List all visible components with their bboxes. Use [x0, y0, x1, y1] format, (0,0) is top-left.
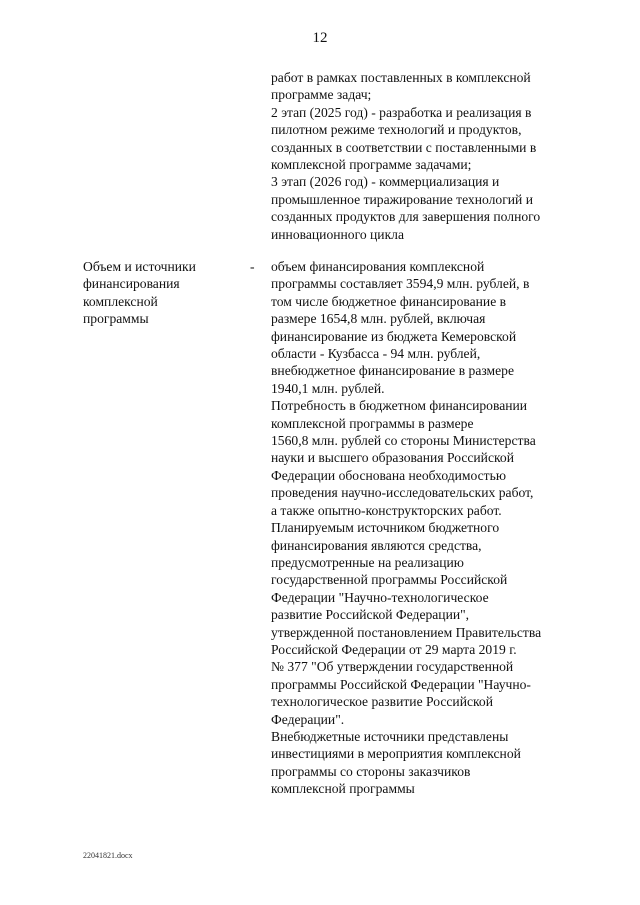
text-line: финансирование из бюджета Кемеровской: [271, 328, 517, 344]
text-line: развитие Российской Федерации",: [271, 607, 470, 623]
text-line: комплексной программе задачами;: [271, 157, 472, 173]
text-line: программы Российской Федерации "Научно-: [271, 676, 531, 692]
text-line: утвержденной постановлением Правительства: [271, 624, 542, 640]
text-line: промышленное тиражирование технологий и: [271, 191, 533, 207]
section-label: [83, 258, 233, 328]
label-line: комплексной: [83, 293, 158, 309]
text-line: программы составляет 3594,9 млн. рублей, в: [271, 276, 530, 292]
text-line: Федерации "Научно-технологическое: [271, 589, 489, 605]
text-line: науки и высшего образования Российской: [271, 450, 514, 466]
text-line: предусмотренные на реализацию: [271, 554, 464, 570]
text-line: области - Кузбасса - 94 млн. рублей,: [271, 346, 481, 362]
text-line: созданных в соответствии с поставленными в: [271, 139, 537, 155]
continuation-text: [271, 69, 591, 243]
text-line: Внебюджетные источники представлены: [271, 728, 509, 744]
text-line: комплексной программы в размере: [271, 415, 474, 431]
text-line: Федерации".: [271, 711, 345, 727]
financing-text: [271, 258, 591, 798]
text-line: Федерации обоснована необходимостью: [271, 467, 506, 483]
text-line: размере 1654,8 млн. рублей, включая: [271, 311, 486, 327]
footer-filename: 22041821.docx: [83, 851, 133, 860]
text-line: комплексной программы: [271, 781, 415, 797]
text-line: государственной программы Российской: [271, 572, 508, 588]
text-line: внебюджетное финансирование в размере: [271, 363, 514, 379]
page-number: 12: [312, 30, 328, 46]
label-line: финансирования: [83, 276, 180, 292]
text-line: инновационного цикла: [271, 226, 404, 242]
text-line: Планируемым источником бюджетного: [271, 520, 500, 536]
text-line: инвестициями в мероприятия комплексной: [271, 746, 521, 762]
text-line: технологическое развитие Российской: [271, 694, 493, 710]
text-line: проведения научно-исследовательских работ,: [271, 485, 534, 501]
text-line: а также опытно-конструкторских работ.: [271, 502, 502, 518]
text-line: 1560,8 млн. рублей со стороны Министерства: [271, 433, 536, 449]
label-line: программы: [83, 311, 149, 327]
text-line: пилотном режиме технологий и продуктов,: [271, 122, 522, 138]
dash-separator: -: [250, 259, 255, 274]
text-line: созданных продуктов для завершения полного: [271, 209, 541, 225]
text-line: том числе бюджетное финансирование в: [271, 293, 507, 309]
text-line: программе задач;: [271, 87, 372, 103]
text-line: финансирования являются средства,: [271, 537, 482, 553]
text-line: Российской Федерации от 29 марта 2019 г.: [271, 641, 517, 657]
text-line: № 377 "Об утверждении государственной: [271, 659, 514, 675]
text-line: 2 этап (2025 год) - разработка и реализация в: [271, 104, 532, 120]
text-line: работ в рамках поставленных в комплексной: [271, 70, 531, 85]
text-line: объем финансирования комплексной: [271, 259, 485, 274]
text-line: 1940,1 млн. рублей.: [271, 380, 385, 396]
text-line: программы со стороны заказчиков: [271, 763, 471, 779]
text-line: Потребность в бюджетном финансировании: [271, 398, 528, 414]
label-line: Объем и источники: [83, 259, 196, 274]
text-line: 3 этап (2026 год) - коммерциализация и: [271, 174, 500, 190]
